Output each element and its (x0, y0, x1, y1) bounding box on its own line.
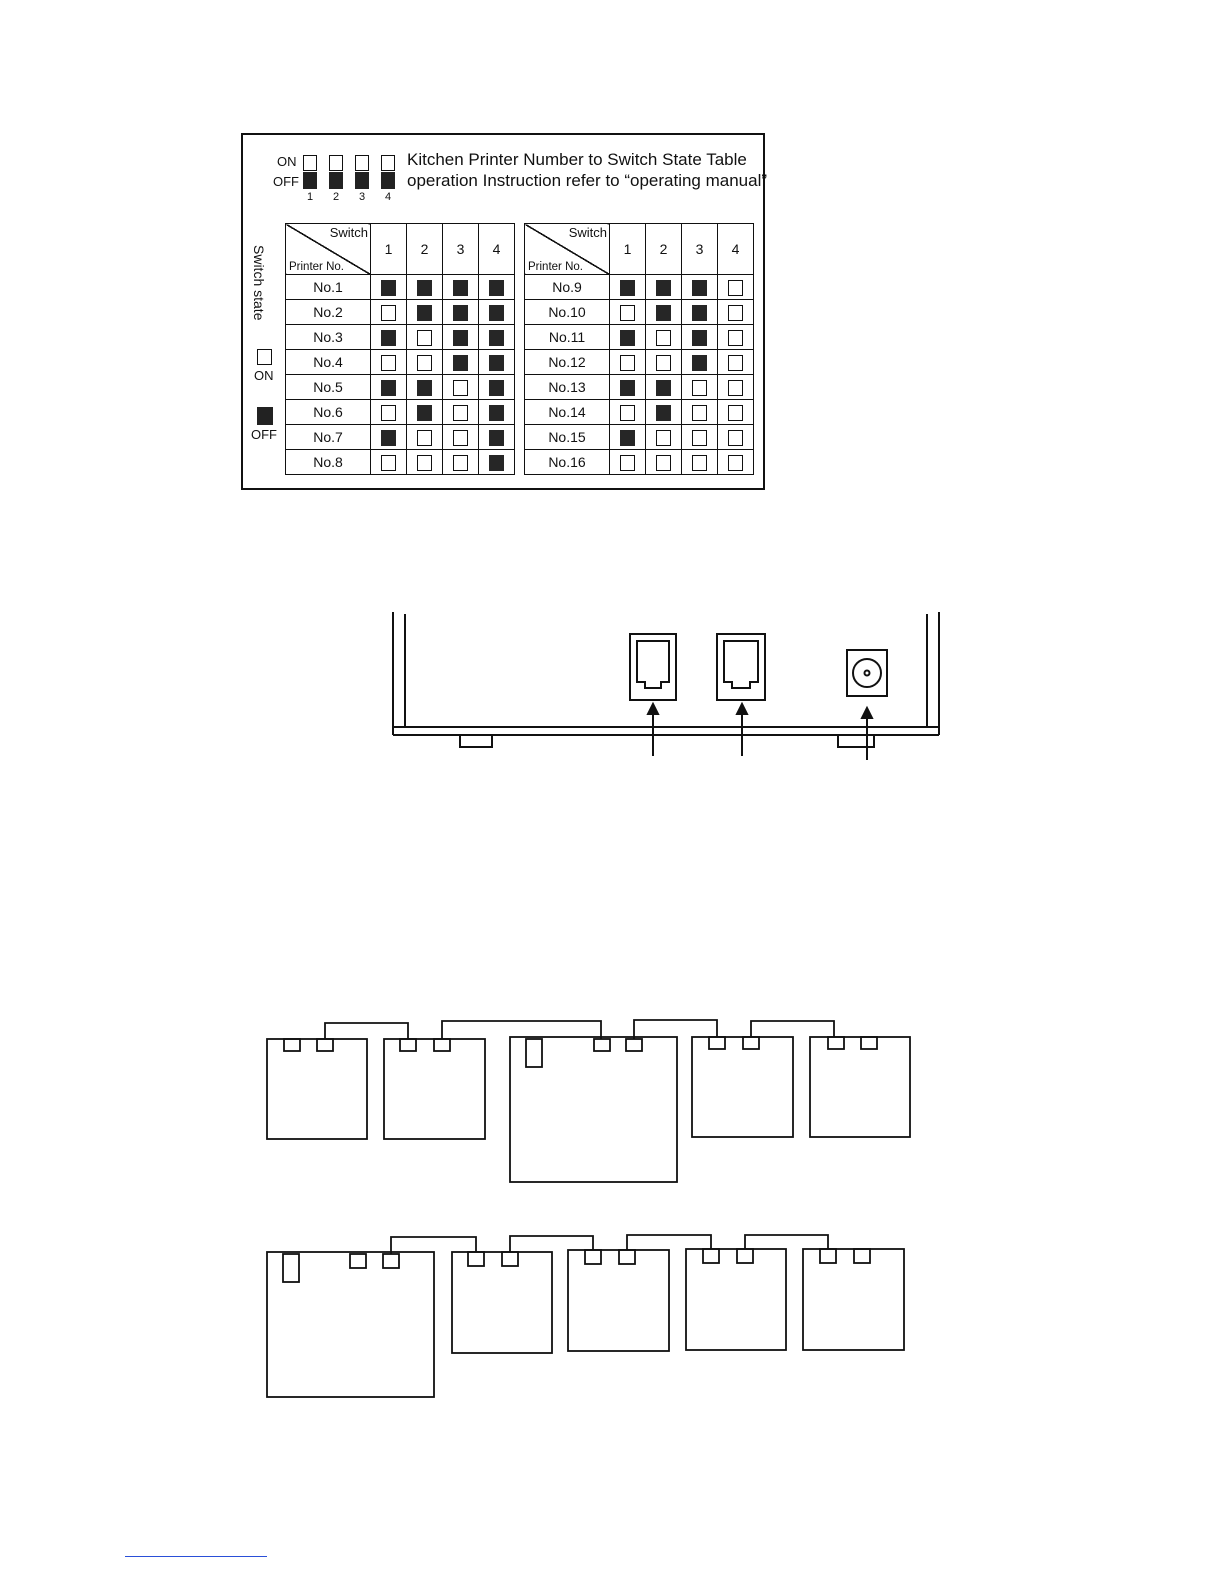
port-icon (468, 1252, 484, 1266)
port-icon (820, 1249, 836, 1263)
kitchen-printer-box (452, 1252, 552, 1353)
dip-number: 1 (306, 191, 314, 203)
switch-column-header: 3 (443, 224, 479, 275)
dip-on-label: ON (277, 154, 297, 169)
port-icon (400, 1039, 416, 1051)
dip-number: 4 (384, 191, 392, 203)
port-icon (350, 1254, 366, 1268)
host-device-box (510, 1037, 677, 1182)
kitchen-printer-box (686, 1249, 786, 1350)
port-icon (594, 1039, 610, 1051)
host-side-port-icon (283, 1254, 299, 1282)
legend-on-label: ON (254, 368, 274, 383)
printer-number-cell: No.13 (525, 375, 610, 400)
printer-number-cell: No.15 (525, 425, 610, 450)
switch-column-header: 4 (479, 224, 515, 275)
cable-line (325, 1023, 408, 1039)
cable-line (751, 1021, 834, 1037)
port-icon (743, 1037, 759, 1049)
switch-column-header: 2 (407, 224, 443, 275)
printer-number-cell: No.6 (286, 400, 371, 425)
switch-column-header: 4 (718, 224, 754, 275)
panel-title-line-2: operation Instruction refer to “operating manual” (407, 171, 768, 190)
kitchen-printer-box (803, 1249, 904, 1350)
kitchen-printer-box (384, 1039, 485, 1139)
printer-number-cell: No.1 (286, 275, 371, 300)
port-icon (854, 1249, 870, 1263)
port-icon (709, 1037, 725, 1049)
kitchen-printer-box (692, 1037, 793, 1137)
legend-off-label: OFF (251, 427, 277, 442)
port-icon (737, 1249, 753, 1263)
dip-off-label: OFF (273, 174, 299, 189)
switch-column-header: 2 (646, 224, 682, 275)
kitchen-printer-box (568, 1250, 669, 1351)
printer-header-label: Printer No. (528, 261, 583, 273)
port-icon (502, 1252, 518, 1266)
switch-header-label: Switch (568, 225, 607, 240)
host-side-port-icon (526, 1039, 542, 1067)
port-icon (284, 1039, 300, 1051)
host-device-box (267, 1252, 434, 1397)
printer-number-cell: No.4 (286, 350, 371, 375)
printer-number-cell: No.3 (286, 325, 371, 350)
dip-number: 3 (358, 191, 366, 203)
switch-column-header: 1 (371, 224, 407, 275)
printer-number-cell: No.5 (286, 375, 371, 400)
printer-number-cell: No.9 (525, 275, 610, 300)
printer-number-cell: No.8 (286, 450, 371, 475)
printer-number-cell: No.10 (525, 300, 610, 325)
footer-link-underline (125, 1556, 267, 1557)
printer-number-cell: No.2 (286, 300, 371, 325)
cable-line (627, 1235, 711, 1250)
printer-number-cell: No.14 (525, 400, 610, 425)
cable-line (745, 1235, 828, 1249)
panel-title-line-1: Kitchen Printer Number to Switch State Table (407, 150, 747, 169)
switch-header-label: Switch (329, 225, 368, 240)
wiring-diagram-daisy-chain-end (267, 1235, 904, 1397)
port-icon (317, 1039, 333, 1051)
port-icon (434, 1039, 450, 1051)
port-icon (585, 1250, 601, 1264)
port-icon (626, 1039, 642, 1051)
kitchen-printer-box (810, 1037, 910, 1137)
wiring-diagram-daisy-chain-middle (267, 1020, 910, 1182)
switch-state-text: Switch state (251, 245, 267, 321)
printer-header-label: Printer No. (289, 261, 344, 273)
port-icon (383, 1254, 399, 1268)
port-icon (619, 1250, 635, 1264)
port-icon (861, 1037, 877, 1049)
port-icon (828, 1037, 844, 1049)
dip-number: 2 (332, 191, 340, 203)
switch-column-header: 3 (682, 224, 718, 275)
printer-number-cell: No.11 (525, 325, 610, 350)
printer-number-cell: No.16 (525, 450, 610, 475)
switch-column-header: 1 (610, 224, 646, 275)
printer-number-cell: No.7 (286, 425, 371, 450)
kitchen-printer-box (267, 1039, 367, 1139)
port-icon (703, 1249, 719, 1263)
printer-number-cell: No.12 (525, 350, 610, 375)
